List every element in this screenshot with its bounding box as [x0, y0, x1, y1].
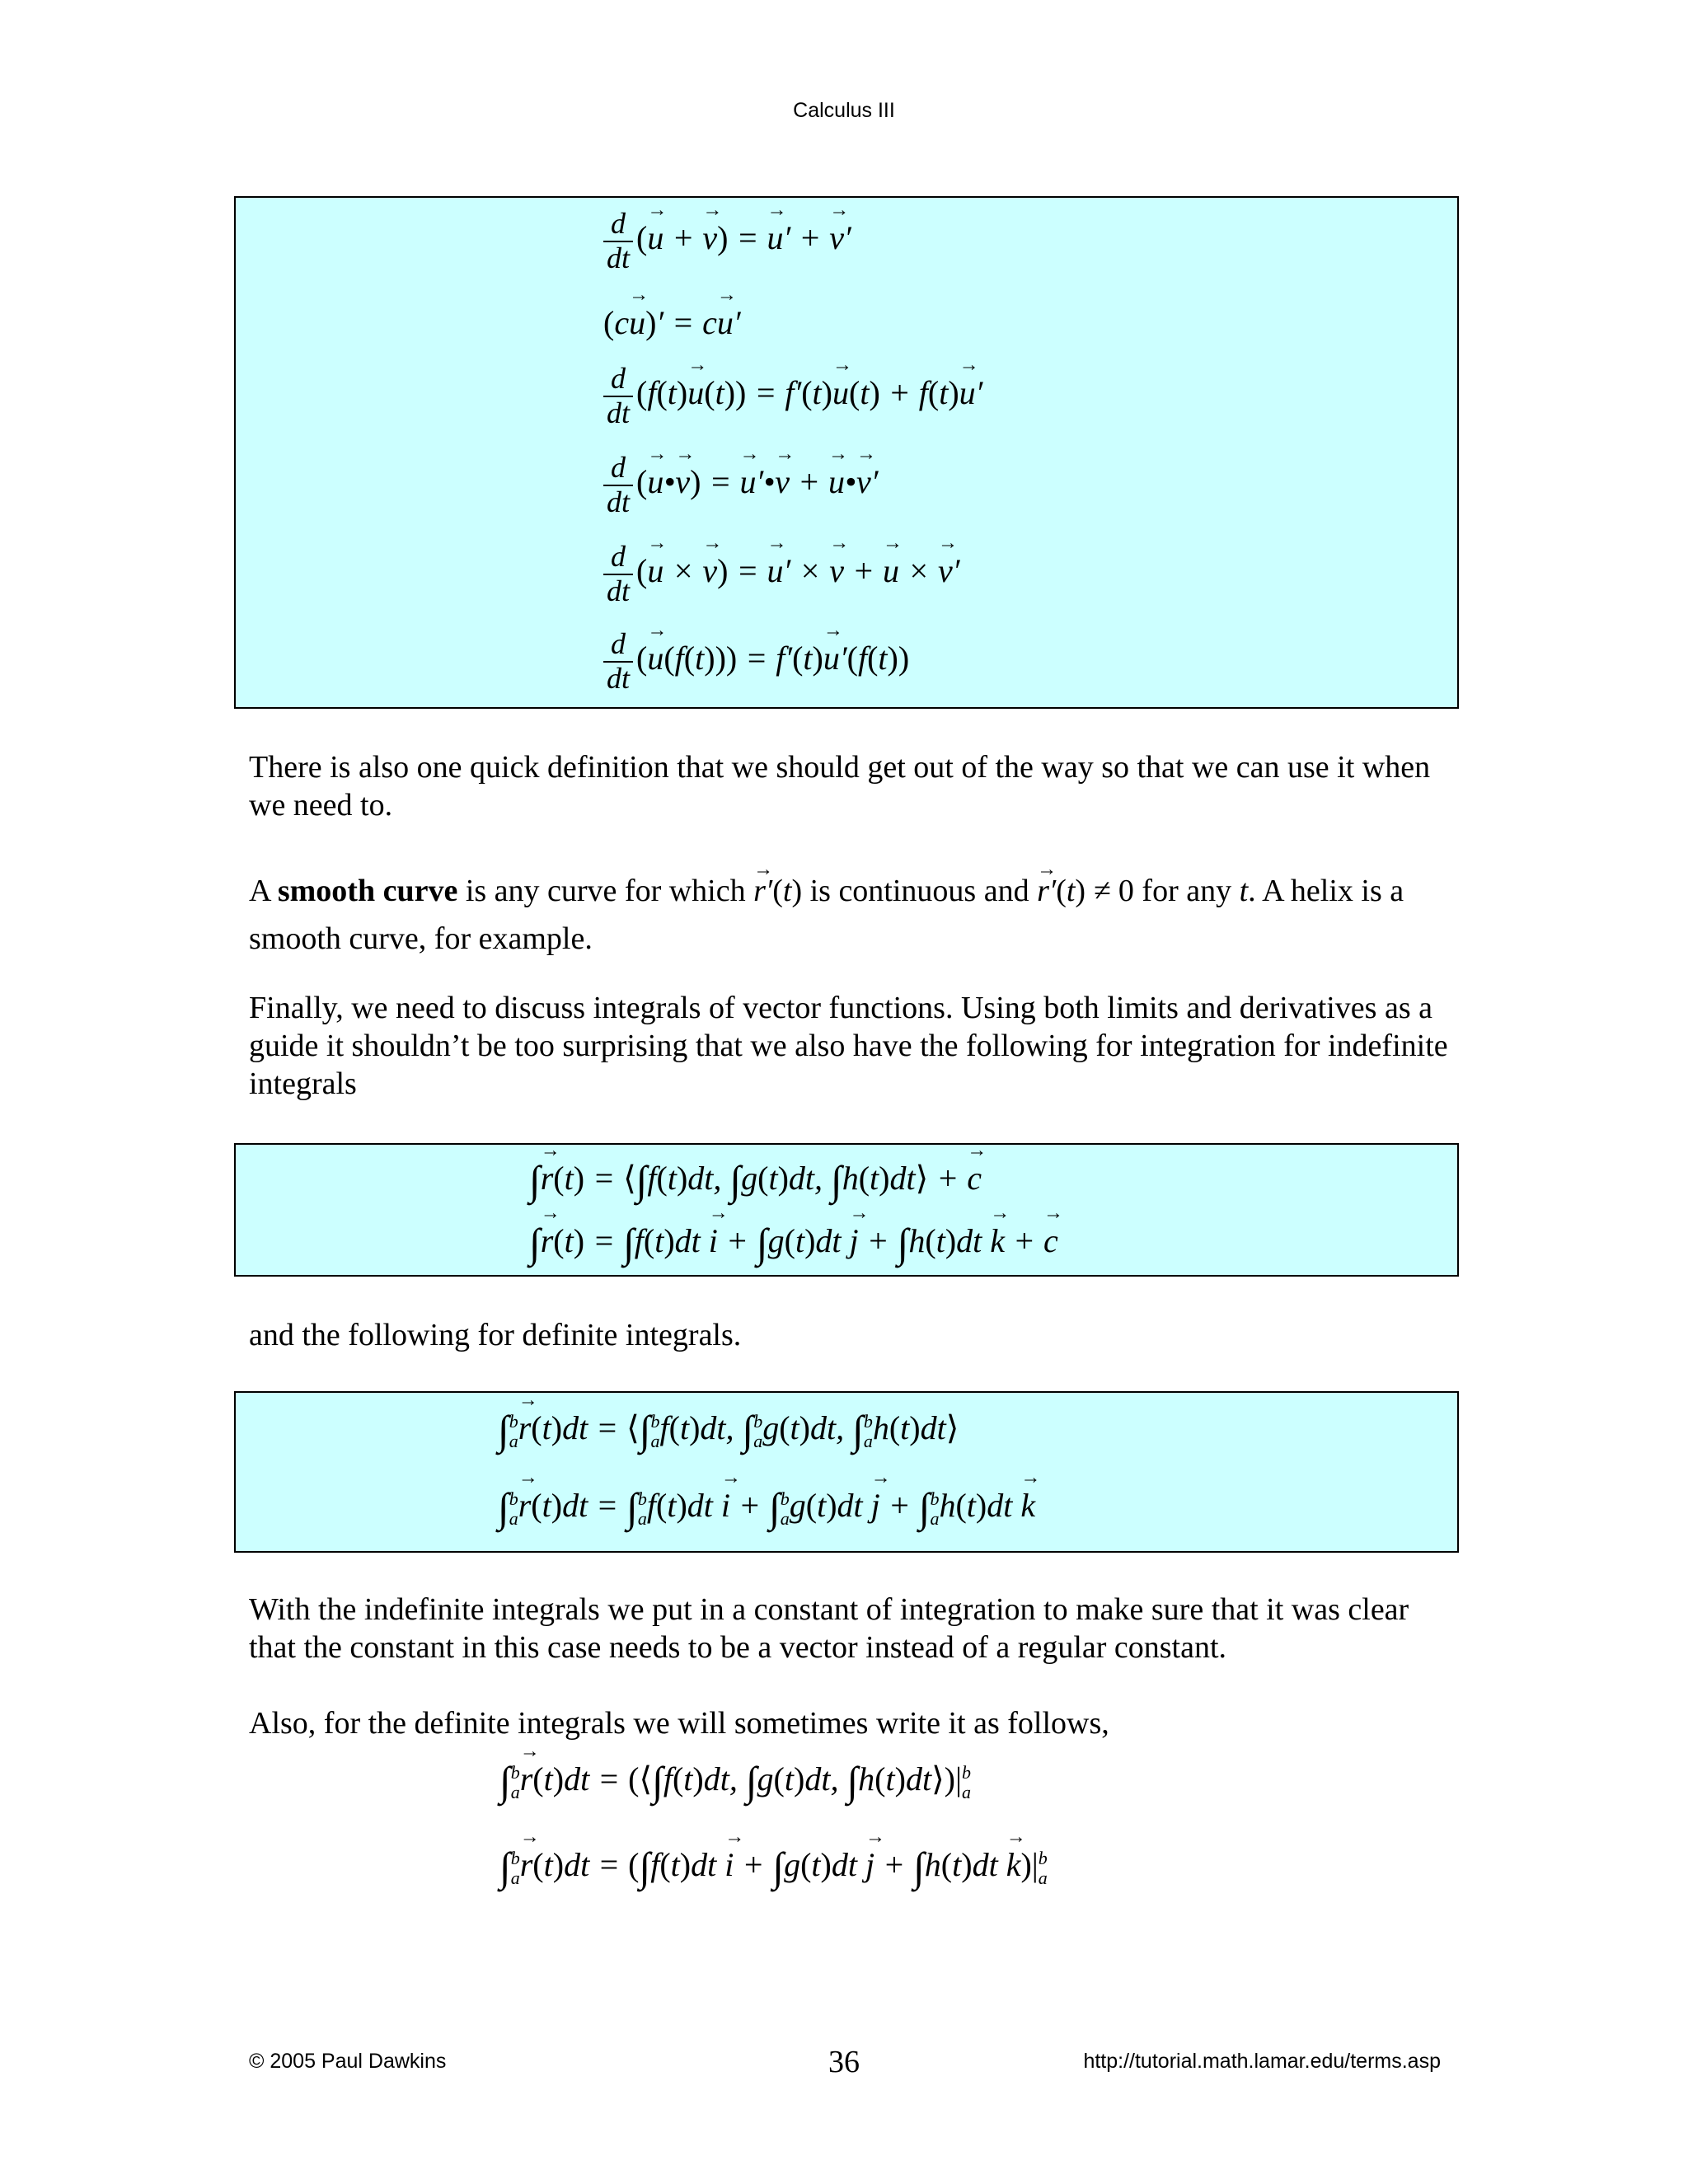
equation-cross-product-rule: $\frac{d}{dt}$ (→ u × → v) = → u′ × → v + → u × → v′ [603, 541, 959, 607]
equation-definite-integral-ijk: ∫ b a → r(t)dt = ∫ b a f(t)dt → i + ∫ b a g(t)dt → j + ∫ b a h(t)dt → k [498, 1487, 1035, 1529]
equation-alternate-bracket: ∫ b a → r(t)dt = (⟨∫f(t)dt, ∫g(t)dt, ∫h(t)dt⟩)| b a [499, 1760, 971, 1802]
paragraph-definite-intro: and the following for definite integrals. [249, 1318, 742, 1352]
r-prime-nonzero-expression: → r′(t) ≠ 0 [1037, 874, 1134, 908]
paragraph-integrals-intro: Finally, we need to discuss integrals of vector functions. Using both limits and derivatives as a guide it shouldn’t be too surprising that we also have the following for integration for indefinite integrals [249, 991, 1448, 1101]
derivative-rules-box [234, 196, 1459, 709]
paragraph-smooth-curve [249, 867, 1461, 963]
equation-indefinite-integral-ijk: ∫→ r(t) = ∫f(t)dt → i + ∫g(t)dt → j + ∫h(t)dt → k + → c [529, 1222, 1058, 1263]
footer-url[interactable]: http://tutorial.math.lamar.edu/terms.asp [1083, 2050, 1441, 2073]
paragraph-alternate-form: Also, for the definite integrals we will sometimes write it as follows, [249, 1706, 1109, 1741]
smooth-curve-text-b: is any curve for which [457, 874, 754, 908]
footer-page-number: 36 [828, 2045, 860, 2079]
equation-product-scalar-rule: $\frac{d}{dt}$ (f(t)→ u(t)) = f′(t)→ u(t) + f(t)→ u′ [603, 363, 982, 429]
r-prime-expression: → r′(t) [753, 874, 802, 908]
smooth-curve-variable: t [1239, 874, 1249, 908]
paragraph-constant-note: With the indefinite integrals we put in a constant of integration to make sure that it was clear that the constant in this case needs to be a vector instead of a regular constant. [249, 1592, 1409, 1665]
smooth-curve-text-f: . A helix is a smooth curve, for example. [249, 874, 1404, 956]
equation-chain-rule: $\frac{d}{dt}$ (→ u(f(t))) = f′(t)→ u′(f(t)) [603, 628, 909, 695]
equation-sum-rule: $\frac{d}{dt}$ (→ u + → v) = → u′ + → v′ [603, 208, 851, 274]
equation-definite-integral-bracket: ∫ b a → r(t)dt = ⟨∫ b a f(t)dt, ∫ b a g(t)dt, ∫ b a h(t)dt⟩ [498, 1409, 959, 1451]
smooth-curve-text-d: for any [1133, 874, 1240, 908]
equation-alternate-ijk: ∫ b a → r(t)dt = (∫f(t)dt → i + ∫g(t)dt → j + ∫h(t)dt → k)| b a [499, 1846, 1048, 1888]
paragraph-quick-definition: There is also one quick definition that we should get out of the way so that we can use it when we need to. [249, 750, 1431, 823]
equation-dot-product-rule: $\frac{d}{dt}$ (→ u•→ v) = → u′•→ v + → u•→ v′ [603, 452, 879, 518]
indefinite-integrals-box [234, 1143, 1459, 1277]
definite-integrals-box [234, 1391, 1459, 1553]
smooth-curve-text-a: A [249, 874, 278, 908]
equation-constant-rule: (c→ u)′ = c→ u′ [603, 307, 741, 340]
smooth-curve-term: smooth curve [277, 874, 458, 908]
smooth-curve-text-c: is continuous and [802, 874, 1038, 908]
equation-indefinite-integral-bracket: ∫→ r(t) = ⟨∫f(t)dt, ∫g(t)dt, ∫h(t)dt⟩ + → c [529, 1160, 982, 1201]
page-header: Calculus III [793, 99, 895, 122]
footer-copyright: © 2005 Paul Dawkins [249, 2050, 447, 2073]
